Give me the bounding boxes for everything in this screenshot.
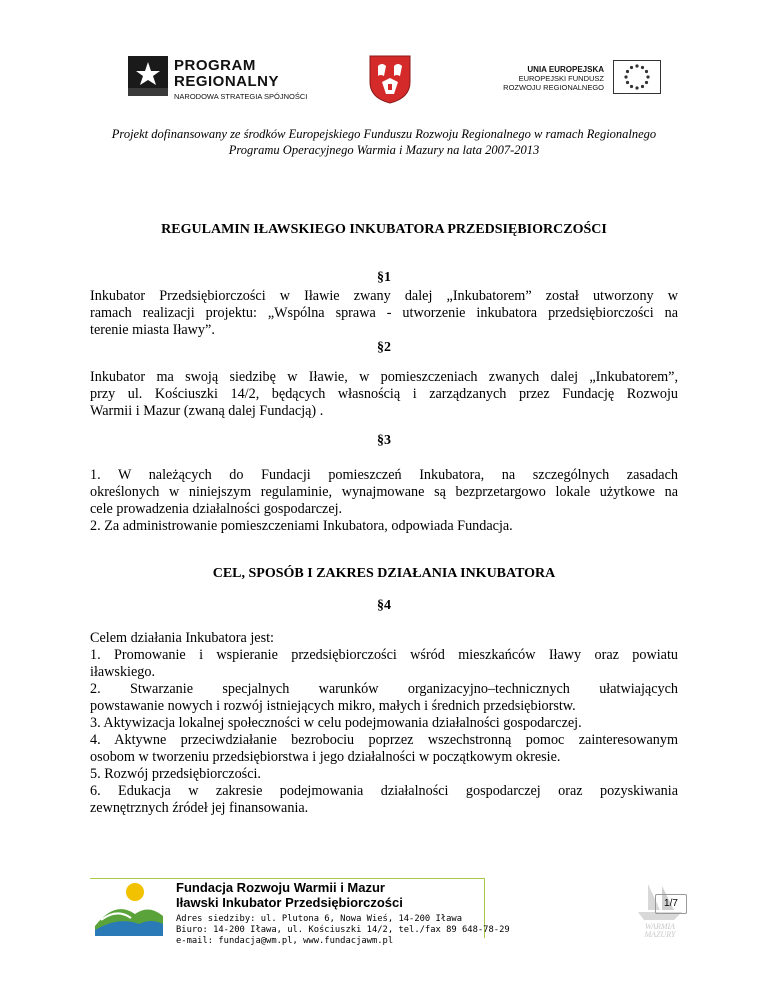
section-4-heading: §4 xyxy=(377,598,391,613)
eu-line2: EUROPEJSKI FUNDUSZ xyxy=(518,74,604,83)
section-1-heading: §1 xyxy=(377,270,391,285)
s1-line3: terenie miasta Iławy”. xyxy=(90,322,215,338)
fundacja-logo-icon xyxy=(95,880,163,936)
footer-address1: Adres siedziby: ul. Plutona 6, Nowa Wieś, 14-200 Iława xyxy=(176,914,462,924)
svg-text:WARMIA: WARMIA xyxy=(644,922,676,931)
footer-org xyxy=(176,880,403,910)
program-logo-line3: NARODOWA STRATEGIA SPÓJNOŚCI xyxy=(174,92,308,101)
s2-line3: Warmii i Mazur (zwaną dalej Fundacją) . xyxy=(90,403,324,419)
program-regionalny-logo xyxy=(128,56,318,106)
s3-line4: 2. Za administrowanie pomieszczeniami Inkubatora, odpowiada Fundacja. xyxy=(90,518,513,534)
s4-line2: iławskiego. xyxy=(90,664,156,680)
section-3-heading: §3 xyxy=(377,433,391,448)
s4-line5: 3. Aktywizacja lokalnej społeczności w celu podejmowania działalności gospodarczej. xyxy=(90,715,582,731)
program-logo-line2: REGIONALNY xyxy=(174,73,280,90)
program-regionalny-logo-icon xyxy=(128,56,168,96)
s1-line2: ramach realizacji projektu: „Wspólna sprawa - utworzenie inkubatora przedsiębiorczości na xyxy=(90,305,678,321)
funding-note-line2: Programu Operacyjnego Warmia i Mazury na lata 2007-2013 xyxy=(228,143,540,157)
s4-line4: powstawanie nowych i rozwój istniejących mikro, małych i średnich przedsiębiorstw. xyxy=(90,698,576,714)
svg-text:MAZURY: MAZURY xyxy=(644,930,676,938)
s4-line3: 2. Stwarzanie specjalnych warunków organizacyjno–technicznych ułatwiających xyxy=(90,681,678,697)
funding-note-line1: Projekt dofinansowany ze środków Europejskiego Funduszu Rozwoju Regionalnego w ramach Regionalnego xyxy=(111,127,657,141)
section-2-heading: §2 xyxy=(377,340,391,355)
s2-line1: Inkubator ma swoją siedzibę w Iławie, w pomieszczeniach zwanych dalej „Inkubatorem”, xyxy=(90,369,678,385)
eu-flag-icon xyxy=(613,60,661,94)
s4-intro: Celem działania Inkubatora jest: xyxy=(90,630,274,646)
footer-rule xyxy=(90,878,484,879)
document-title: REGULAMIN IŁAWSKIEGO INKUBATORA PRZEDSIĘBIORCZOŚCI xyxy=(161,222,607,237)
footer-contact: e-mail: fundacja@wm.pl, www.fundacjawm.pl xyxy=(176,936,394,946)
footer-address2: Biuro: 14-200 Iława, ul. Kościuszki 14/2, tel./fax 89 648-78-29 xyxy=(176,925,510,935)
s4-line8: 5. Rozwój przedsiębiorczości. xyxy=(90,766,261,782)
section-title-cel: CEL, SPOSÓB I ZAKRES DZIAŁANIA INKUBATORA xyxy=(212,566,556,581)
funding-note xyxy=(60,126,708,158)
s4-line9: 6. Edukacja w zakresie podejmowania działalności gospodarczej oraz pozyskiwania xyxy=(90,783,678,799)
s2-line2: przy ul. Kościuszki 14/2, będących własnością i zarządzanych przez Fundację Rozwoju xyxy=(90,386,678,402)
s4-line7: osobom w tworzeniu przedsiębiorstwa i jego działalności w początkowym okresie. xyxy=(90,749,561,765)
eu-fund-label xyxy=(500,65,604,92)
eu-line1: UNIA EUROPEJSKA xyxy=(527,65,604,74)
footer-org-line2: Iławski Inkubator Przedsiębiorczości xyxy=(176,895,403,910)
s4-line1: 1. Promowanie i wspieranie przedsiębiorczości wśród mieszkańców Iławy oraz powiatu xyxy=(90,647,678,663)
s1-line1: Inkubator Przedsiębiorczości w Iławie zwany dalej „Inkubatorem” został utworzony w xyxy=(90,288,678,304)
eu-line3: ROZWOJU REGIONALNEGO xyxy=(503,83,604,92)
footer-org-line1: Fundacja Rozwoju Warmii i Mazur xyxy=(176,880,385,895)
warmia-mazury-crest-icon xyxy=(368,54,412,104)
s4-line10: zewnętrznych źródeł jej finansowania. xyxy=(90,800,309,816)
program-logo-line1: PROGRAM xyxy=(174,57,256,74)
s4-line6: 4. Aktywne przeciwdziałanie bezrobociu poprzez wszechstronną pomoc zainteresowanym xyxy=(90,732,678,748)
s3-line3: cele prowadzenia działalności gospodarczej. xyxy=(90,501,343,517)
page-number: 1/7 xyxy=(655,894,687,914)
s3-line1: 1. W należących do Fundacji pomieszczeń Inkubatora, na szczególnych zasadach xyxy=(90,467,678,483)
s3-line2: określonych w niniejszym regulaminie, wynajmowane są bezprzetargowo lokale użytkowe na xyxy=(90,484,678,500)
